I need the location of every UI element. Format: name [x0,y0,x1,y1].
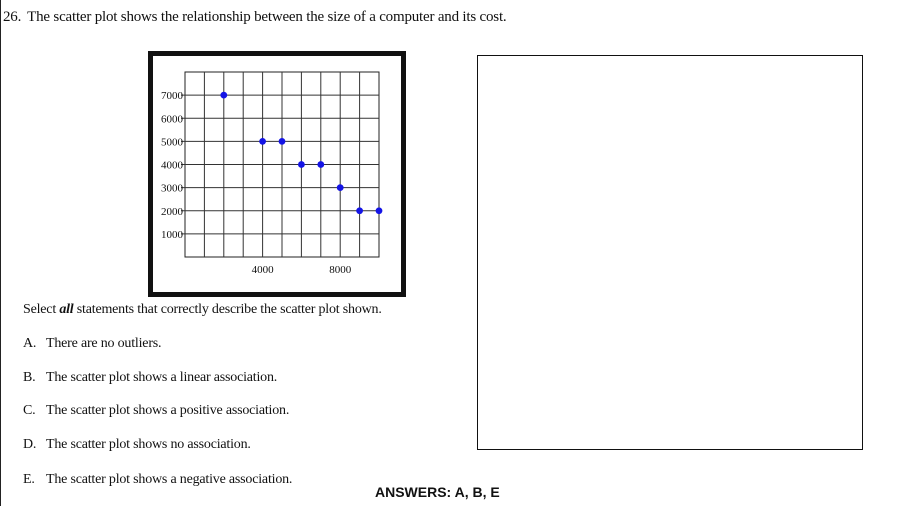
option-d[interactable] [23,437,251,453]
option-e[interactable] [23,472,292,488]
work-area-box[interactable] [477,55,863,450]
instruction-text: Select all statements that correctly describe the scatter plot shown. [23,302,382,317]
y-tick-label: 4000 [161,159,183,172]
left-margin-rule [0,0,1,506]
instruction-emphasis: all [59,302,74,317]
option-letter: B. [23,370,36,385]
data-point [337,184,344,191]
data-point [220,92,227,99]
y-tick-label: 1000 [161,228,183,241]
y-tick-label: 6000 [161,113,183,126]
scatter-plot-frame [148,51,406,297]
data-point [259,138,266,145]
option-c[interactable] [23,403,289,419]
y-tick-label: 5000 [161,136,183,149]
data-point [317,161,324,168]
x-tick-label: 8000 [329,264,352,276]
y-tick-label: 3000 [161,182,183,195]
y-tick-label: 2000 [161,205,183,218]
option-letter: A. [23,336,37,351]
option-letter: D. [23,437,37,452]
option-letter: C. [23,403,36,418]
option-text: The scatter plot shows a linear association. [46,370,278,385]
question-stem [3,9,506,26]
data-point [298,161,305,168]
option-letter: E. [23,472,35,487]
data-point [279,138,286,145]
option-text: The scatter plot shows a positive association. [46,403,290,418]
question-number: 26. [3,9,22,25]
option-b[interactable] [23,370,277,386]
answers-text: ANSWERS: A, B, E [375,484,500,500]
option-a[interactable] [23,336,161,352]
question-text: The scatter plot shows the relationship between the size of a computer and its cost. [27,9,507,25]
option-text: There are no outliers. [46,336,162,351]
option-text: The scatter plot shows no association. [46,437,251,452]
x-tick-label: 4000 [251,264,274,276]
option-text: The scatter plot shows a negative association. [46,472,293,487]
y-tick-label: 7000 [161,90,183,103]
data-point [356,207,363,214]
data-point [376,207,383,214]
scatter-plot [153,56,401,292]
